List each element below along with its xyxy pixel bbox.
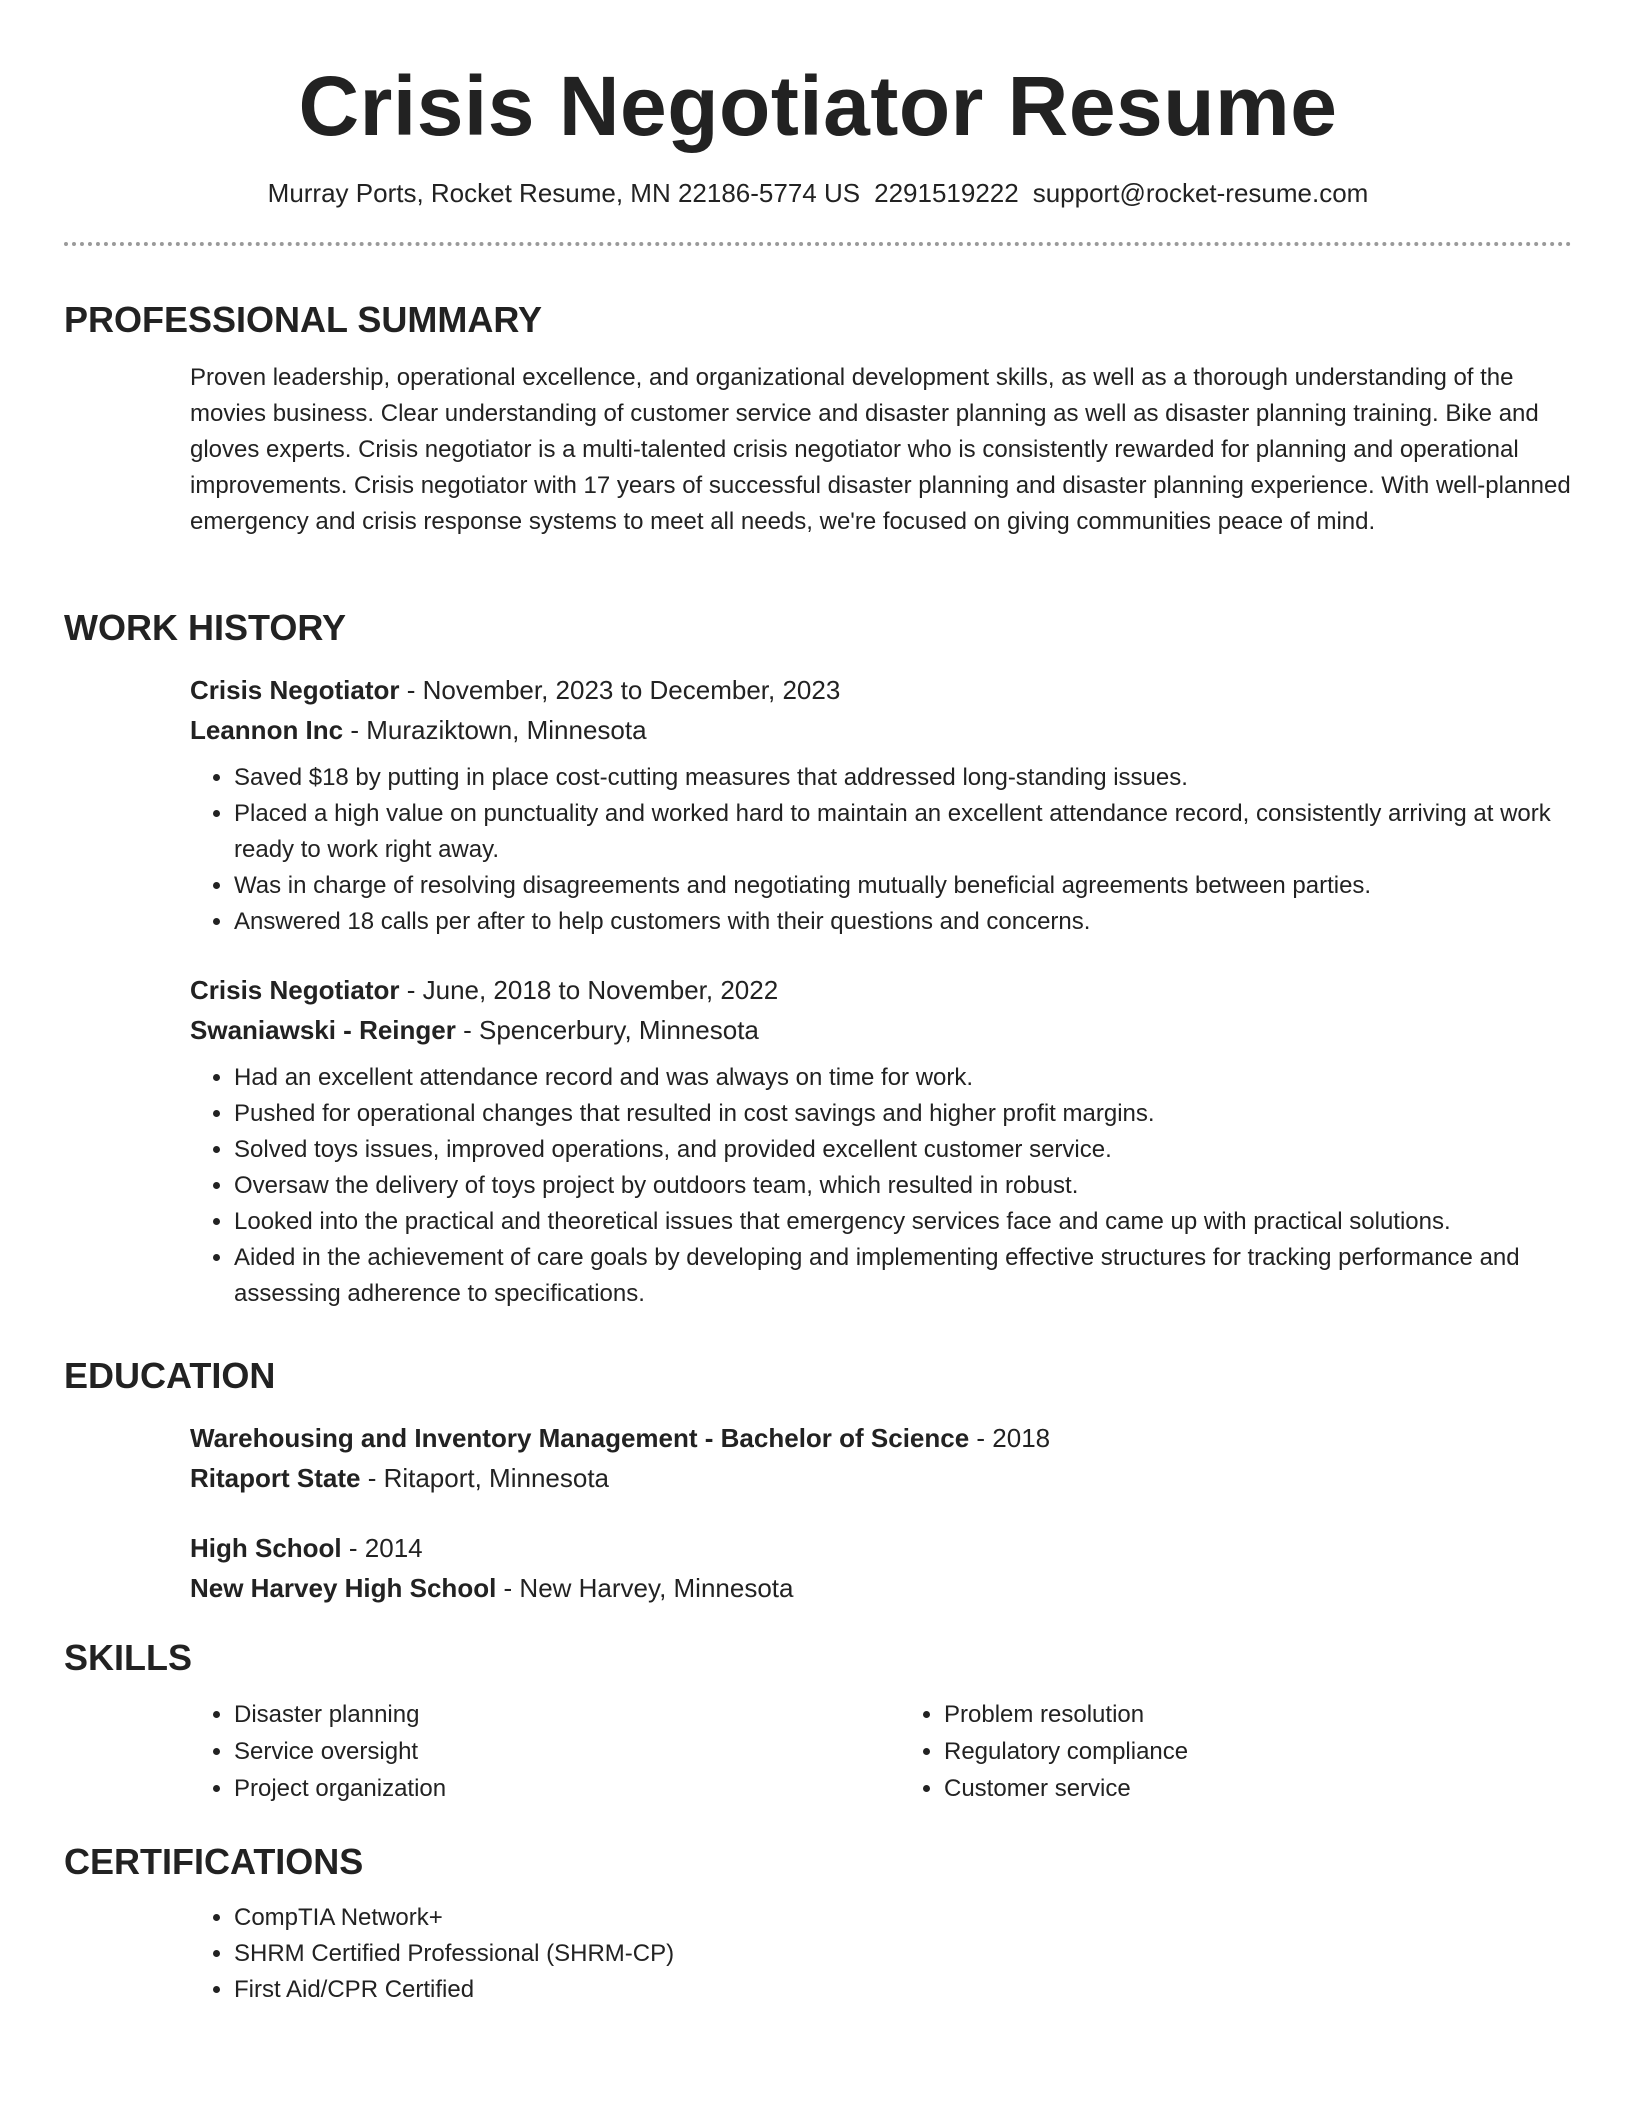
job-bullet: • Oversaw the delivery of toys project by outdoors team, which resulted in robust. — [234, 1168, 1572, 1204]
job-bullet: • Saved $18 by putting in place cost-cutting measures that addressed long-standing issues. — [234, 760, 1572, 796]
skill-item: • Disaster planning — [234, 1696, 862, 1733]
education-section — [64, 1354, 1572, 1608]
education-degree-line — [190, 1528, 1572, 1568]
skills-heading: SKILLS — [64, 1637, 193, 1678]
skill-item: • Customer service — [944, 1770, 1572, 1807]
job-title-line — [190, 970, 1572, 1010]
education-school-line — [190, 1458, 1572, 1498]
skill-item: • Project organization — [234, 1770, 862, 1807]
job-bullet: • Pushed for operational changes that resulted in cost savings and higher profit margins. — [234, 1096, 1572, 1132]
header-divider — [64, 242, 1572, 246]
skill-item: • Service oversight — [234, 1733, 862, 1770]
skills-list-left — [190, 1696, 862, 1807]
work-history-heading: WORK HISTORY — [64, 607, 347, 648]
certifications-list — [190, 1900, 1572, 2008]
education-school: Ritaport State — [190, 1463, 361, 1493]
work-history-section — [64, 606, 1572, 1312]
job-bullet: • Was in charge of resolving disagreements and negotiating mutually beneficial agreements between parties. — [234, 868, 1572, 904]
job-entry — [190, 670, 1572, 940]
skills-list-right — [900, 1696, 1572, 1807]
education-location: - Ritaport, Minnesota — [360, 1463, 610, 1493]
job-title-line — [190, 670, 1572, 710]
job-dates: - June, 2018 to November, 2022 — [399, 975, 779, 1005]
education-entry — [190, 1418, 1572, 1498]
education-location: - New Harvey, Minnesota — [496, 1573, 794, 1603]
education-school: New Harvey High School — [190, 1573, 497, 1603]
job-bullets — [190, 760, 1572, 940]
certifications-block — [190, 1900, 1572, 2008]
education-degree-line — [190, 1418, 1572, 1458]
education-heading: EDUCATION — [64, 1355, 276, 1396]
job-bullet: • Looked into the practical and theoretical issues that emergency services face and came up with practical solutions. — [234, 1204, 1572, 1240]
resume-title: Crisis Negotiator Resume — [298, 59, 1338, 153]
job-bullet: • Had an excellent attendance record and was always on time for work. — [234, 1060, 1572, 1096]
education-year: - 2018 — [969, 1423, 1051, 1453]
job-location: - Muraziktown, Minnesota — [343, 715, 647, 745]
education-entry — [190, 1528, 1572, 1608]
job-bullet: • Solved toys issues, improved operations, and provided excellent customer service. — [234, 1132, 1572, 1168]
education-school-line — [190, 1568, 1572, 1608]
contact-address: Murray Ports, Rocket Resume, MN 22186-5774 US — [267, 178, 861, 208]
skills-columns — [190, 1696, 1572, 1807]
job-title: Crisis Negotiator — [190, 675, 400, 705]
certification-item: • First Aid/CPR Certified — [234, 1972, 1572, 2008]
job-bullets — [190, 1060, 1572, 1312]
contact-phone: 2291519222 — [874, 178, 1019, 208]
certification-item: • CompTIA Network+ — [234, 1900, 1572, 1936]
certification-item: • SHRM Certified Professional (SHRM-CP) — [234, 1936, 1572, 1972]
contact-line — [64, 176, 1572, 210]
certifications-section — [64, 1840, 1572, 2008]
skills-section — [64, 1636, 1572, 1807]
certifications-heading: CERTIFICATIONS — [64, 1841, 364, 1882]
skill-item: • Regulatory compliance — [944, 1733, 1572, 1770]
job-bullet: • Placed a high value on punctuality and worked hard to maintain an excellent attendance record, consistently arriving at work ready to work right away. — [234, 796, 1572, 868]
job-company-line — [190, 710, 1572, 750]
summary-text: Proven leadership, operational excellence, and organizational development skills, as well as a thorough understanding of the movies business. Clear understanding of customer service and disaster planning as well as disaster planning training. Bike and gloves experts. Crisis negotiator is a multi-talented crisis negotiator who is consistently rewarded for planning and operational improvements. Crisis negotiator with 17 years of successful disaster planning and disaster planning experience. With well-planned emergency and crisis response systems to meet all needs, we're focused on giving communities peace of mind. — [190, 364, 1571, 535]
resume-page — [64, 0, 1572, 2003]
contact-email: support@rocket-resume.com — [1032, 178, 1369, 208]
education-year: - 2014 — [341, 1533, 423, 1563]
job-company-line — [190, 1010, 1572, 1050]
education-degree: High School — [190, 1533, 342, 1563]
job-bullet: • Aided in the achievement of care goals by developing and implementing effective structures for tracking performance and assessing adherence to specifications. — [234, 1240, 1572, 1312]
job-title: Crisis Negotiator — [190, 975, 400, 1005]
summary-heading: PROFESSIONAL SUMMARY — [64, 299, 543, 340]
job-location: - Spencerbury, Minnesota — [455, 1015, 759, 1045]
job-bullet: • Answered 18 calls per after to help customers with their questions and concerns. — [234, 904, 1572, 940]
job-entry — [190, 970, 1572, 1312]
job-company: Leannon Inc — [190, 715, 344, 745]
job-company: Swaniawski - Reinger — [190, 1015, 456, 1045]
job-dates: - November, 2023 to December, 2023 — [399, 675, 841, 705]
education-degree: Warehousing and Inventory Management - Bachelor of Science — [190, 1423, 970, 1453]
skill-item: • Problem resolution — [944, 1696, 1572, 1733]
summary-section — [64, 298, 1572, 540]
